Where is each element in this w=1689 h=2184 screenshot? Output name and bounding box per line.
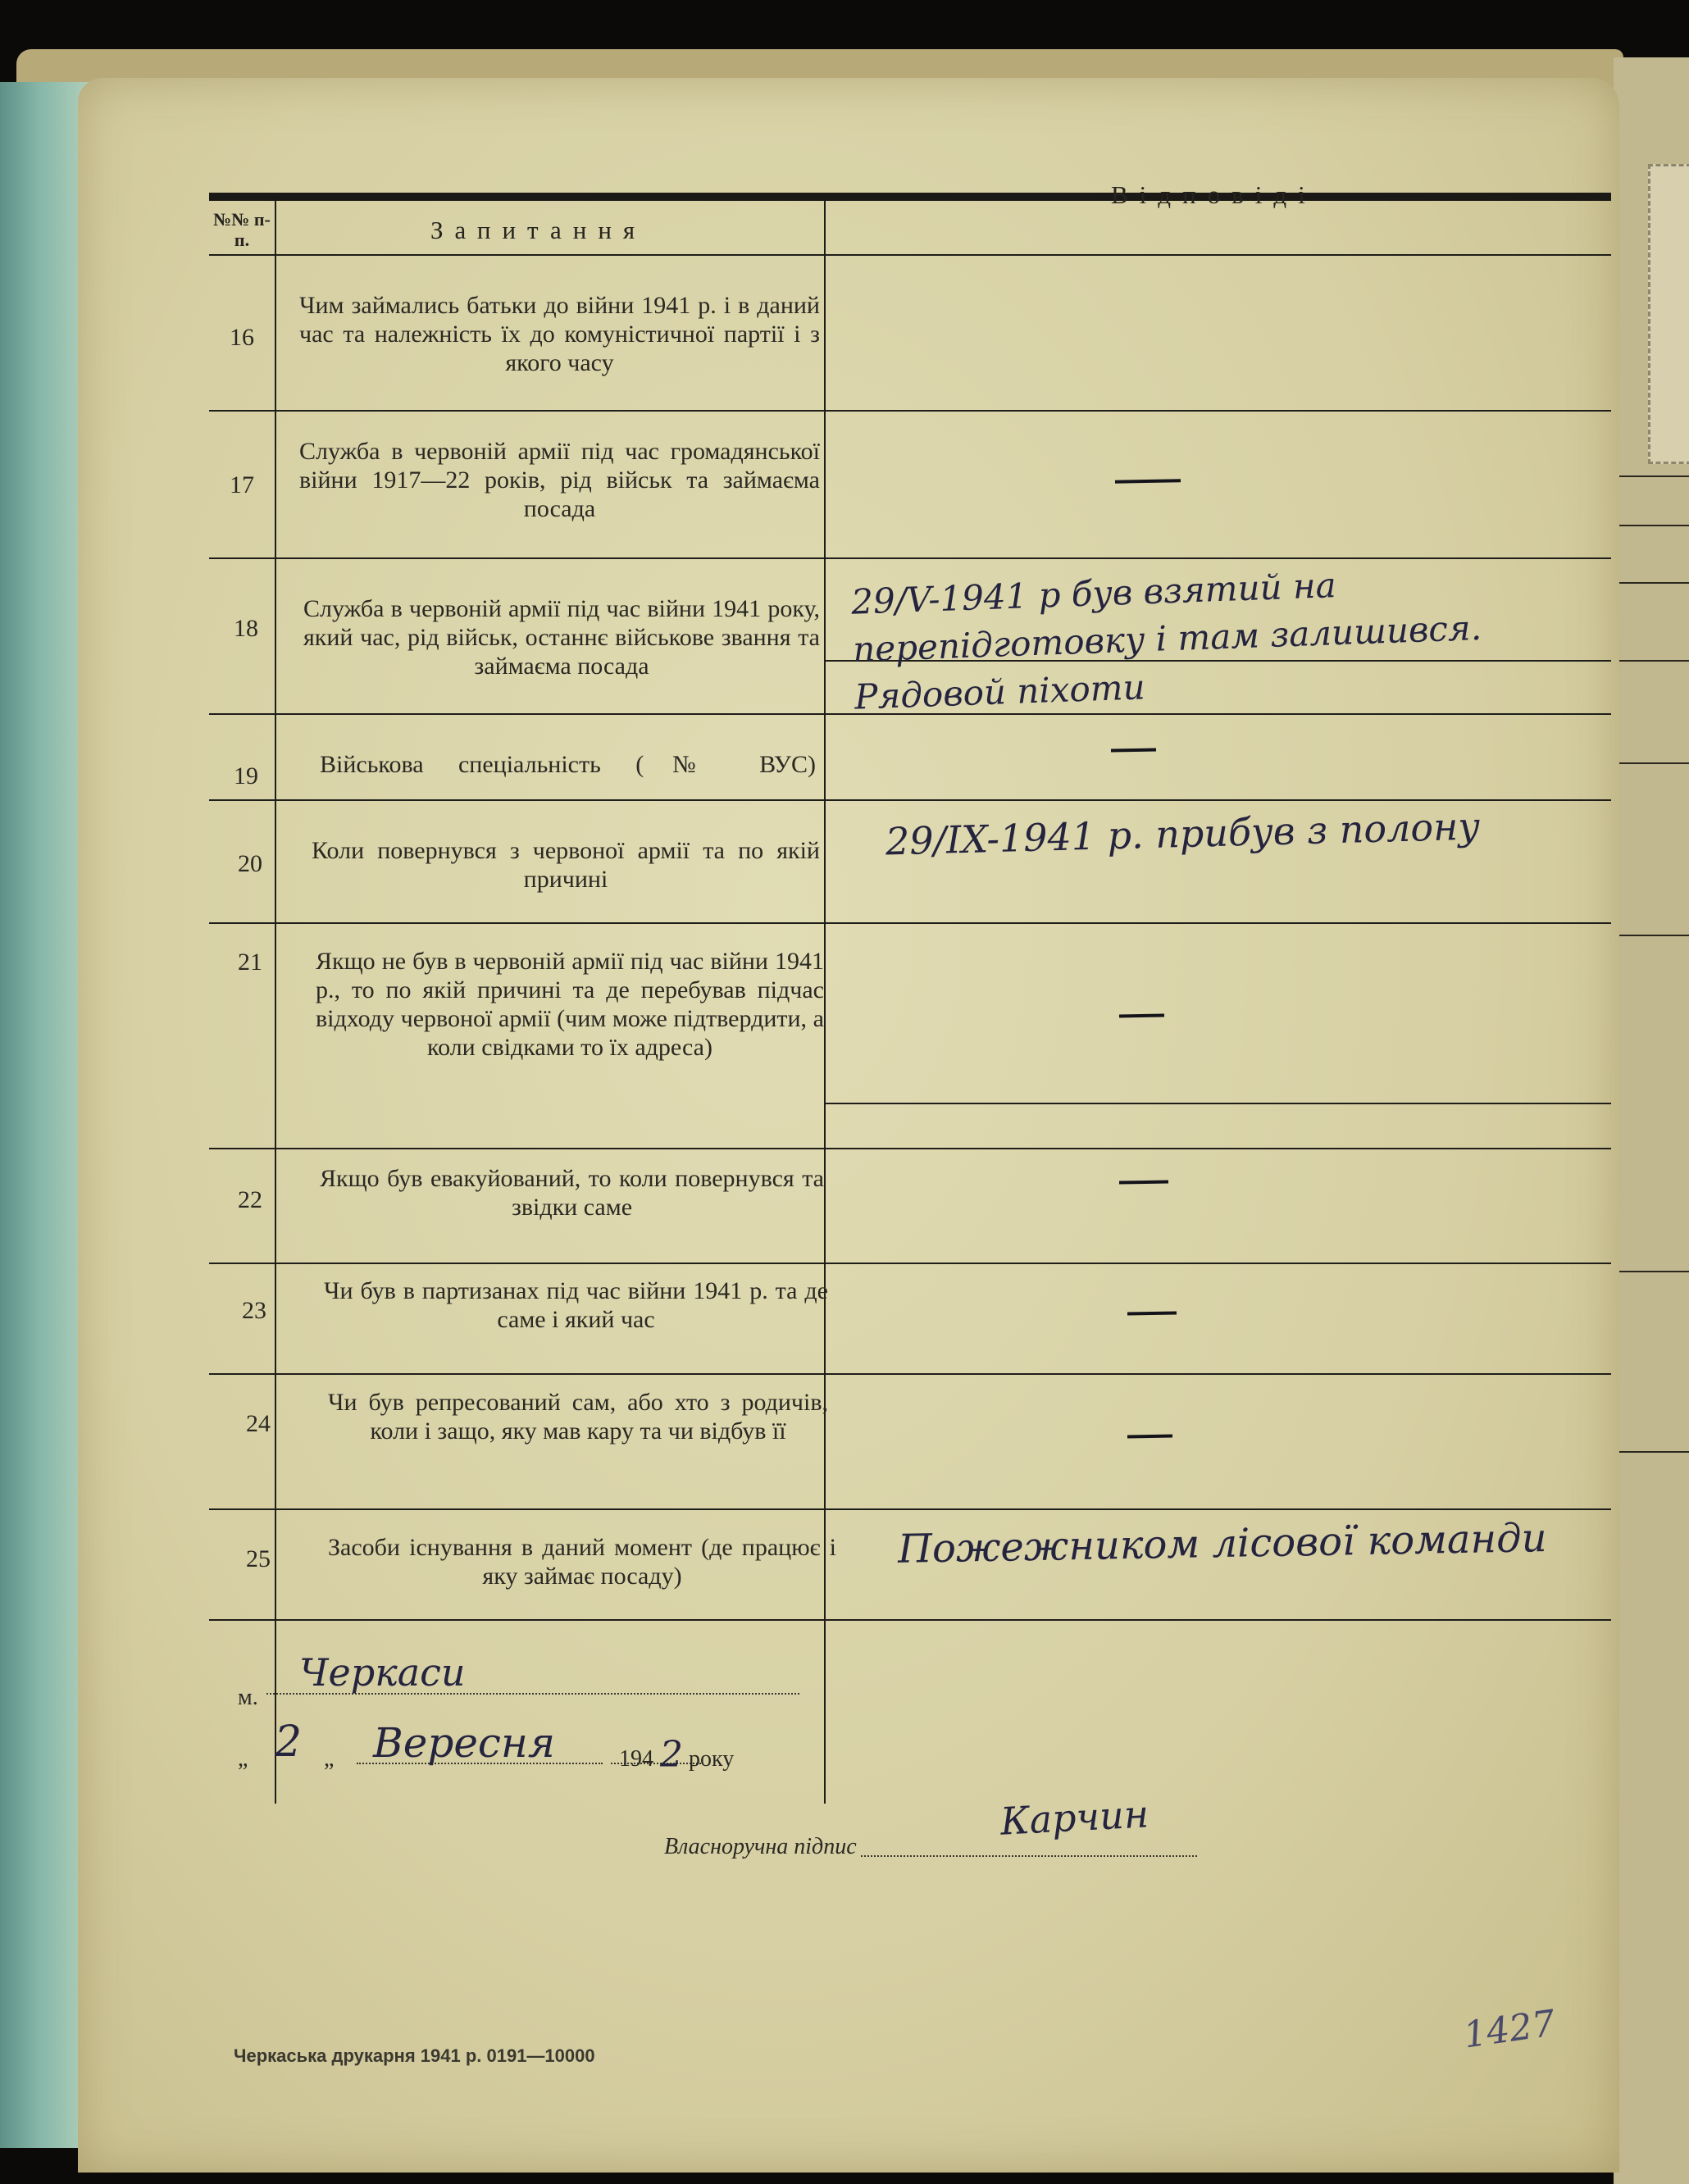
place-handwriting: Черкаси (299, 1650, 466, 1695)
question-text: Коли повернувся з червоної армії та по якій причині (312, 837, 820, 893)
date-year-prefix: 194 (619, 1746, 653, 1772)
question-text: Служба в червоній армії під час війни 1941 року, який час, рід військ, останнє військове звання та займаєма посада (303, 595, 820, 680)
question-text: Якщо не був в червоній армії під час війни 1941 р., то по якій причині та де перебував підчас відходу червоної армії (чим може підтвердити, а коли свідками то їх адреса) (316, 948, 824, 1061)
question-text: Служба в червоній армії під час громадянської війни 1917—22 років, рід військ та займаєма посада (299, 438, 820, 522)
question-text: Якщо був евакуйований, то коли повернувся та звідки саме (320, 1165, 824, 1221)
date-year-suffix: 2 (660, 1734, 683, 1776)
header-number: №№ п-п. (213, 209, 271, 250)
row-number: 18 (234, 615, 258, 642)
answer-handwriting: 29/IX-1941 р. прибув з полону (885, 803, 1481, 864)
answer-dash (1119, 1014, 1164, 1018)
row-number: 24 (246, 1410, 271, 1437)
answer-dash (1111, 748, 1156, 753)
answer-dash (1115, 479, 1181, 483)
stamp-edge (1648, 164, 1689, 464)
answer-dash (1127, 1311, 1177, 1315)
signature-handwriting: Карчин (999, 1791, 1150, 1844)
row-number: 21 (238, 949, 262, 976)
answer-handwriting: 29/V-1941 р був взятий на перепідготовку і там залишився. Рядовой піхоти (850, 565, 1482, 717)
date-open-quote: „ (238, 1746, 248, 1772)
question-text: Чи був репресований сам, або хто з родичів, коли і защо, яку мав кару та чи відбув її (328, 1389, 828, 1445)
date-month: Вересня (373, 1719, 555, 1767)
question-text: Засоби існування в даний момент (де працює і яку займає посаду) (328, 1534, 836, 1590)
date-year-word: року (689, 1746, 735, 1772)
row-number: 22 (238, 1186, 262, 1213)
date-close-quote: „ (324, 1746, 335, 1772)
header-answer: Відповіді (1111, 180, 1317, 209)
row-number: 17 (230, 471, 254, 498)
place-prefix: м. (238, 1685, 258, 1710)
question-text: Чи був в партизанах під час війни 1941 р. та де саме і який час (324, 1277, 828, 1333)
printer-imprint: Черкаська друкарня 1941 р. 0191—10000 (234, 2045, 595, 2066)
archive-mark: 1427 (1460, 2002, 1558, 2057)
row-number: 23 (242, 1297, 266, 1324)
row-number: 25 (246, 1545, 271, 1572)
question-text: Чим займались батьки до війни 1941 р. і в даний час та належність їх до комуністичної партії і з якого часу (299, 292, 820, 376)
row-number: 20 (238, 850, 262, 877)
answer-handwriting: Пожежником лісової команди (897, 1515, 1547, 1572)
answer-dash (1119, 1180, 1168, 1184)
header-rule (209, 193, 1611, 201)
date-day: 2 (275, 1718, 303, 1767)
row-number: 16 (230, 324, 254, 351)
questionnaire-page (78, 78, 1619, 2173)
answer-dash (1127, 1435, 1172, 1439)
header-question: Запитання (430, 216, 647, 244)
signature-label: Власноручна підпис (664, 1834, 857, 1859)
question-text: Військова спеціальність (№ ВУС) (320, 751, 816, 778)
row-number: 19 (234, 762, 258, 789)
